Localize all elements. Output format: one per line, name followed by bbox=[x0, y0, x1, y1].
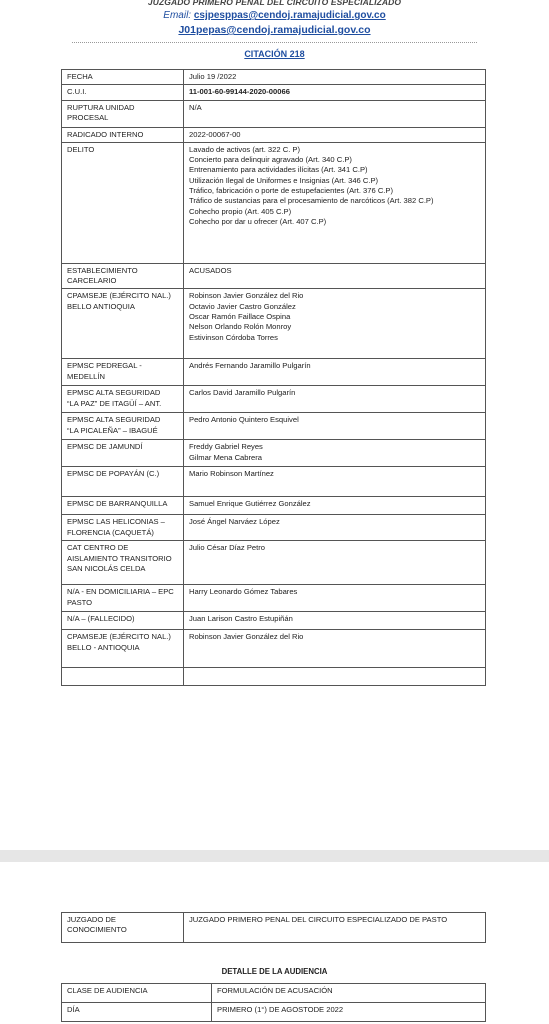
row-label-line: “LA PICALEÑA” – IBAGUÉ bbox=[67, 425, 158, 435]
row-value-cell bbox=[184, 127, 486, 142]
row-label-line: N/A - EN DOMICILIARIA – EPC bbox=[67, 587, 174, 597]
row-label-line: RUPTURA UNIDAD bbox=[67, 102, 135, 112]
row-value-line: Mario Robinson Martínez bbox=[189, 469, 274, 479]
row-value-line: Concierto para delinquir agravado (Art. 340 C.P) bbox=[189, 155, 352, 165]
table-row bbox=[62, 612, 486, 630]
row-label-line: CPAMSEJE (EJÉRCITO NAL.) bbox=[67, 291, 171, 301]
row-value-cell bbox=[184, 142, 486, 263]
row-value-line: Estivinson Córdoba Torres bbox=[189, 332, 278, 342]
row-label-cell bbox=[62, 85, 184, 100]
table-row bbox=[62, 668, 486, 686]
row-label-line: EPMSC ALTA SEGURIDAD bbox=[67, 388, 161, 398]
juzgado-label-line: JUZGADO DE bbox=[67, 915, 116, 924]
row-value-cell bbox=[184, 541, 486, 585]
row-value-cell bbox=[184, 100, 486, 127]
row-label-line: FECHA bbox=[67, 72, 93, 81]
row-label-cell bbox=[62, 440, 184, 467]
row-value-cell bbox=[184, 515, 486, 541]
row-value-line: Robinson Javier González del Rio bbox=[189, 291, 304, 301]
row-value-cell bbox=[184, 668, 486, 686]
row-label-line: CARCELARIO bbox=[67, 276, 117, 286]
row-value-cell bbox=[184, 359, 486, 386]
row-value-line: Oscar Ramón Faillace Ospina bbox=[189, 312, 291, 322]
table-row bbox=[62, 142, 486, 263]
table-row bbox=[62, 263, 486, 289]
table-row bbox=[62, 100, 486, 127]
row-value-line: 11-001-60-99144-2020-00066 bbox=[189, 87, 290, 97]
row-value-cell bbox=[184, 289, 486, 359]
juzgado-label-line: CONOCIMIENTO bbox=[67, 925, 127, 935]
row-label-cell bbox=[62, 386, 184, 413]
row-value-line: Samuel Enrique Gutiérrez González bbox=[189, 499, 311, 509]
row-value-line: 2022-00067-00 bbox=[189, 129, 241, 139]
juzgado-table bbox=[61, 912, 486, 943]
row-label-line: AISLAMIENTO TRANSITORIO bbox=[67, 553, 172, 563]
row-label-cell bbox=[62, 289, 184, 359]
row-value-line: Octavio Javier Castro González bbox=[189, 301, 296, 311]
table-row bbox=[62, 913, 486, 943]
row-value-line: José Ángel Narváez López bbox=[189, 517, 280, 527]
row-label-cell bbox=[62, 630, 184, 668]
audiencia-value-cell: FORMULACIÓN DE ACUSACIÓN bbox=[212, 984, 486, 1003]
table-row bbox=[62, 289, 486, 359]
row-label-line: ESTABLECIMIENTO bbox=[67, 265, 138, 275]
row-label-cell bbox=[62, 359, 184, 386]
juzgado-label-cell bbox=[62, 913, 184, 943]
table-row bbox=[62, 1003, 486, 1022]
page-separator bbox=[0, 850, 549, 862]
row-label-line: CPAMSEJE (EJÉRCITO NAL.) bbox=[67, 632, 171, 642]
row-label-cell bbox=[62, 585, 184, 612]
row-value-cell bbox=[184, 263, 486, 289]
row-label-line: EPMSC DE JAMUNDÍ bbox=[67, 442, 143, 452]
row-label-cell bbox=[62, 100, 184, 127]
row-label-line: EPMSC LAS HELICONIAS – bbox=[67, 517, 165, 527]
court-title: JUZGADO PRIMERO PENAL DEL CIRCUITO ESPECIALIZADO bbox=[147, 0, 402, 7]
table-row bbox=[62, 515, 486, 541]
citation-title: CITACIÓN 218 bbox=[244, 49, 305, 59]
email-label: Email: bbox=[163, 10, 192, 21]
row-value-line: Tráfico, fabricación o porte de estupefacientes (Art. 376 C.P) bbox=[189, 186, 394, 196]
email-link-2[interactable]: J01pepas@cendoj.ramajudicial.gov.co bbox=[178, 24, 371, 36]
row-value-cell bbox=[184, 612, 486, 630]
row-value-line: Carlos David Jaramillo Pulgarín bbox=[189, 388, 296, 398]
row-value-line: Julio 19 /2022 bbox=[189, 72, 237, 81]
table-row bbox=[62, 85, 486, 100]
table-row bbox=[62, 70, 486, 85]
row-value-line: N/A bbox=[189, 102, 202, 112]
table-row bbox=[62, 386, 486, 413]
email-line bbox=[0, 10, 549, 21]
row-value-cell bbox=[184, 70, 486, 85]
row-label-line: “LA PAZ” DE ITAGÜÍ – ANT. bbox=[67, 398, 162, 408]
table-row bbox=[62, 413, 486, 440]
audiencia-value-cell: PRIMERO (1°) DE AGOSTODE 2022 bbox=[212, 1003, 486, 1022]
row-label-line: EPMSC PEDREGAL - bbox=[67, 361, 142, 371]
document-page-2 bbox=[0, 862, 549, 1024]
row-label-line: DELITO bbox=[67, 144, 95, 154]
row-value-cell bbox=[184, 413, 486, 440]
row-label-line: SAN NICOLÁS CELDA bbox=[67, 564, 146, 574]
row-label-line: C.U.I. bbox=[67, 87, 87, 97]
row-value-cell bbox=[184, 585, 486, 612]
dotted-divider bbox=[72, 42, 477, 43]
audiencia-label-cell: CLASE DE AUDIENCIA bbox=[62, 984, 212, 1003]
row-value-line: Nelson Orlando Rolón Monroy bbox=[189, 322, 292, 332]
row-value-line: ACUSADOS bbox=[189, 265, 232, 275]
table-row bbox=[62, 585, 486, 612]
table-row bbox=[62, 541, 486, 585]
audiencia-label-cell: DÍA bbox=[62, 1003, 212, 1022]
row-label-line: BELLO - ANTIOQUIA bbox=[67, 642, 140, 652]
row-label-cell bbox=[62, 142, 184, 263]
row-value-cell bbox=[184, 440, 486, 467]
row-label-cell bbox=[62, 127, 184, 142]
table-row bbox=[62, 497, 486, 515]
row-label-line: RADICADO INTERNO bbox=[67, 129, 144, 139]
row-label-line: EPMSC DE BARRANQUILLA bbox=[67, 499, 168, 509]
row-value-line: Utilización Ilegal de Uniformes e Insignias (Art. 346 C.P) bbox=[189, 175, 379, 185]
table-row bbox=[62, 127, 486, 142]
row-label-cell bbox=[62, 467, 184, 497]
row-label-line: CAT CENTRO DE bbox=[67, 543, 129, 553]
row-label-cell bbox=[62, 541, 184, 585]
row-value-line: Pedro Antonio Quintero Esquivel bbox=[189, 415, 299, 425]
row-value-line: Entrenamiento para actividades ilícitas (Art. 341 C.P) bbox=[189, 165, 368, 175]
row-value-line: Tráfico de sustancias para el procesamiento de narcóticos (Art. 382 C.P) bbox=[189, 196, 434, 206]
row-label-cell bbox=[62, 515, 184, 541]
row-value-line: Freddy Gabriel Reyes bbox=[189, 442, 263, 452]
email-link-1[interactable]: csjpesppas@cendoj.ramajudicial.gov.co bbox=[193, 10, 386, 21]
row-label-line: N/A – (FALLECIDO) bbox=[67, 614, 135, 624]
row-value-cell bbox=[184, 386, 486, 413]
row-value-cell bbox=[184, 467, 486, 497]
row-label-line: EPMSC DE POPAYÁN (C.) bbox=[67, 469, 160, 479]
row-value-line: Juan Larison Castro Estupiñán bbox=[189, 614, 293, 624]
row-value-line: Robinson Javier González del Rio bbox=[189, 632, 304, 642]
row-value-cell bbox=[184, 497, 486, 515]
row-value-line: Lavado de activos (art. 322 C. P) bbox=[189, 144, 301, 154]
row-label-cell bbox=[62, 497, 184, 515]
row-value-cell bbox=[184, 630, 486, 668]
row-label-cell bbox=[62, 413, 184, 440]
row-label-cell bbox=[62, 668, 184, 686]
row-label-line: FLORENCIA (CAQUETÁ) bbox=[67, 527, 154, 537]
row-value-line: Harry Leonardo Gómez Tabares bbox=[189, 587, 298, 597]
table-row bbox=[62, 630, 486, 668]
row-value-line: Julio César Díaz Petro bbox=[189, 543, 265, 553]
row-value-line: Cohecho propio (Art. 405 C.P) bbox=[189, 206, 292, 216]
detalle-title: DETALLE DE LA AUDIENCIA bbox=[221, 967, 328, 976]
case-details-table bbox=[61, 69, 486, 686]
table-row bbox=[62, 440, 486, 467]
row-value-line: Gilmar Mena Cabrera bbox=[189, 452, 263, 462]
table-row bbox=[62, 984, 486, 1003]
row-label-line: MEDELLÍN bbox=[67, 371, 105, 381]
row-value-line: Cohecho por dar u ofrecer (Art. 407 C.P) bbox=[189, 216, 327, 226]
row-label-cell bbox=[62, 612, 184, 630]
juzgado-value-cell: JUZGADO PRIMERO PENAL DEL CIRCUITO ESPECIALIZADO DE PASTO bbox=[184, 913, 486, 943]
row-value-line: Andrés Fernando Jaramillo Pulgarín bbox=[189, 361, 311, 371]
row-label-line: PROCESAL bbox=[67, 112, 109, 122]
row-label-cell bbox=[62, 70, 184, 85]
row-label-line: PASTO bbox=[67, 597, 93, 607]
row-label-cell bbox=[62, 263, 184, 289]
row-label-line: BELLO ANTIOQUIA bbox=[67, 301, 135, 311]
row-value-cell bbox=[184, 85, 486, 100]
audiencia-table bbox=[61, 983, 486, 1022]
row-label-line: EPMSC ALTA SEGURIDAD bbox=[67, 415, 161, 425]
table-row bbox=[62, 467, 486, 497]
table-row bbox=[62, 359, 486, 386]
